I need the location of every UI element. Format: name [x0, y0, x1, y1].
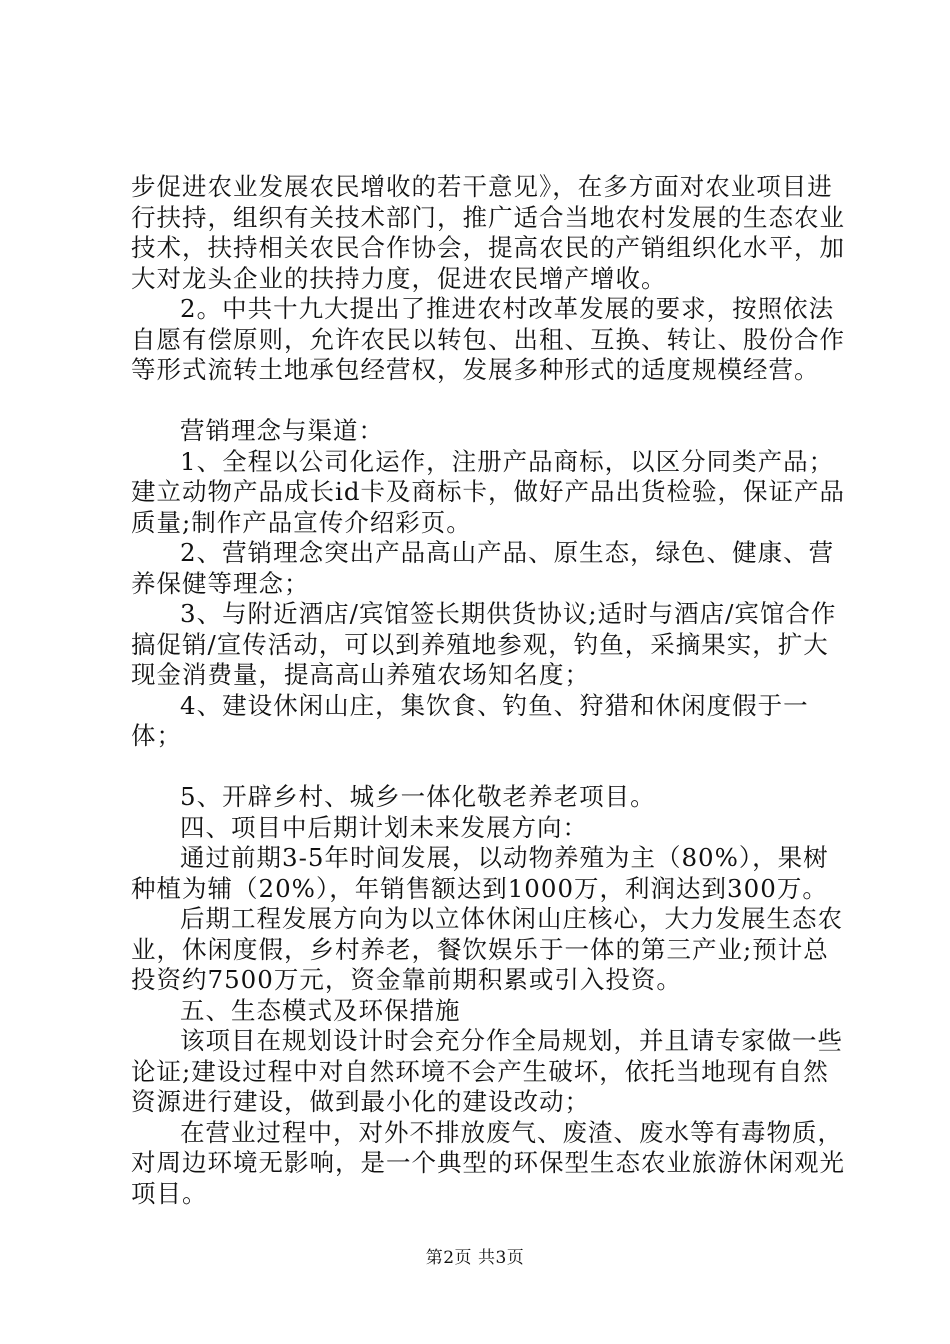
- paragraph: 步促进农业发展农民增收的若干意见》，在多方面对农业项目进行扶持，组织有关技术部门，推广适合当地农村发展的生态农业技术，扶持相关农民合作协会，提高农民的产销组织化水平，加大对龙头企业的扶持力度，促进农民增产增收。: [131, 172, 845, 293]
- paragraph: 2、营销理念突出产品高山产品、原生态，绿色、健康、营养保健等理念；: [131, 538, 835, 598]
- section-heading: 营销理念与渠道：: [180, 416, 384, 445]
- paragraph: 2。中共十九大提出了推进农村改革发展的要求，按照依法自愿有偿原则，允许农民以转包、出租、互换、转让、股份合作等形式流转土地承包经营权，发展多种形式的适度规模经营。: [131, 294, 845, 384]
- paragraph: 在营业过程中，对外不排放废气、废渣、废水等有毒物质，对周边环境无影响，是一个典型的环保型生态农业旅游休闲观光项目。: [131, 1117, 845, 1208]
- paragraph-spacer: [131, 386, 851, 417]
- section-heading: 五、生态模式及环保措施: [180, 995, 461, 1025]
- paragraph: 后期工程发展方向为以立体休闲山庄核心，大力发展生态农业，休闲度假，乡村养老，餐饮娱乐于一体的第三产业;预计总投资约7500万元，资金靠前期积累或引入投资。: [131, 904, 843, 994]
- page-footer: 第2页 共3页: [425, 1248, 525, 1268]
- paragraph: 通过前期3-5年时间发展，以动物养殖为主（80%），果树种植为辅（20%），年销售额达到1000万，利润达到300万。: [131, 843, 829, 903]
- paragraph: 1、全程以公司化运作，注册产品商标，以区分同类产品；建立动物产品成长id卡及商标卡，做好产品出货检验，保证产品质量;制作产品宣传介绍彩页。: [131, 446, 846, 537]
- paragraph-spacer: [131, 752, 851, 783]
- document-body: [131, 172, 851, 1209]
- paragraph: 该项目在规划设计时会充分作全局规划，并且请专家做一些论证;建设过程中对自然环境不会产生破坏，依托当地现有自然资源进行建设，做到最小化的建设改动；: [131, 1026, 843, 1116]
- paragraph: 3、与附近酒店/宾馆签长期供货协议;适时与酒店/宾馆合作搞促销/宣传活动，可以到养殖地参观，钓鱼，采摘果实，扩大现金消费量，提高高山养殖农场知名度；: [131, 599, 837, 689]
- paragraph: 5、开辟乡村、城乡一体化敬老养老项目。: [180, 782, 656, 811]
- section-heading: 四、项目中后期计划未来发展方向：: [180, 812, 588, 842]
- paragraph: 4、建设休闲山庄，集饮食、钓鱼、狩猎和休闲度假于一体；: [131, 690, 809, 750]
